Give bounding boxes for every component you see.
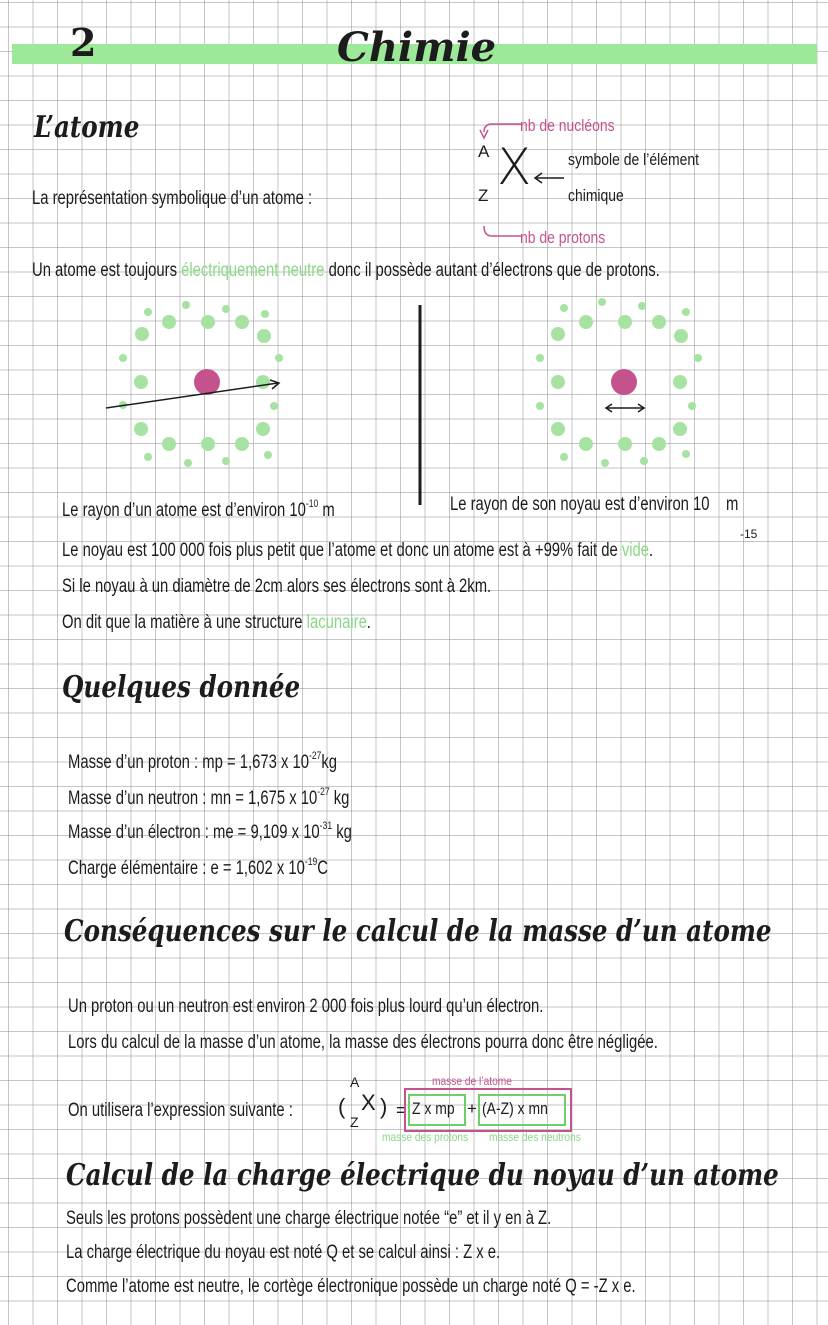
electron-mass-exp: -31: [319, 820, 333, 832]
diameter-line: Si le noyau à un diamètre de 2cm alors ses électrons sont à 2km.: [62, 576, 492, 597]
label-neutrons-mass: masse des neutrons: [489, 1130, 581, 1144]
smaller-highlight: vide: [621, 540, 650, 561]
neutron-mass-exp: -27: [317, 786, 330, 798]
page-title: Chimie: [337, 24, 497, 71]
atom-radius-unit: m: [322, 500, 335, 521]
nucleus-radius-unit: m: [726, 494, 739, 515]
neutron-mass-pre: Masse d’un neutron : mn = 1,675 x 10: [68, 788, 318, 809]
atom-radius-pre: Le rayon d’un atome est d’environ 10: [62, 500, 306, 521]
atom-heading: L’atome: [34, 110, 140, 145]
element-symbol: X: [497, 138, 532, 196]
nucleus-right: [611, 369, 637, 395]
neutral-highlight: électriquement neutre: [181, 260, 325, 281]
nucleus-radius-exp: -15: [740, 527, 758, 541]
symbol-Z: Z: [478, 186, 489, 205]
lacunar-pre: On dit que la matière à une structure: [62, 612, 307, 633]
smaller-line: [62, 540, 653, 562]
term-protons: Z x mp: [412, 1099, 455, 1118]
symbolic-intro: La représentation symbolique d’un atome :: [32, 188, 313, 209]
proton-arrow-line: [484, 226, 522, 236]
proton-mass: [68, 750, 337, 774]
label-symbol-1: symbole de l’élément: [568, 150, 699, 169]
atom-radius-arrow: [106, 383, 278, 408]
neutron-mass: [68, 786, 349, 810]
smaller-pre: Le noyau est 100 000 fois plus petit que l’atome et donc un atome est à +99% fait de: [62, 540, 622, 561]
mass-A: A: [350, 1074, 360, 1090]
electron-mass-unit: kg: [336, 822, 352, 843]
smaller-post: .: [649, 540, 654, 561]
elementary-charge: [68, 856, 328, 880]
mass-paren-open: (: [338, 1094, 346, 1119]
charge-unit: C: [317, 858, 328, 879]
lacunar-line: [62, 612, 371, 634]
nucleus-radius-pre: Le rayon de son noyau est d’environ 10: [450, 494, 710, 515]
proton-mass-pre: Masse d’un proton : mp = 1,673 x 10: [68, 752, 309, 773]
neutral-pre: Un atome est toujours: [32, 260, 182, 281]
charge-pre: Charge élémentaire : e = 1,602 x 10: [68, 858, 305, 879]
charge-exp: -19: [304, 856, 318, 868]
mass-equals: =: [396, 1100, 407, 1120]
nucleus-left: [194, 369, 220, 395]
expression-intro: On utilisera l’expression suivante :: [68, 1100, 293, 1121]
electron-mass-pre: Masse d’un électron : me = 9,109 x 10: [68, 822, 320, 843]
mass-line-2: Lors du calcul de la masse d’un atome, la masse des électrons pourra donc être négligée.: [68, 1032, 658, 1053]
mass-line-1: Un proton ou un neutron est environ 2 000 fois plus lourd qu’un électron.: [68, 996, 544, 1017]
data-heading: Quelques donnée: [62, 670, 301, 705]
mass-paren-close: ): [380, 1094, 388, 1119]
neutron-mass-unit: kg: [333, 788, 350, 809]
mass-heading: Conséquences sur le calcul de la masse d’un atome: [64, 914, 772, 949]
label-protons-mass: masse des protons: [382, 1130, 469, 1144]
lacunar-post: .: [366, 612, 371, 633]
term-neutrons: (A-Z) x mn: [482, 1099, 548, 1118]
label-protons: nb de protons: [520, 228, 606, 247]
label-nucleons: nb de nucléons: [520, 116, 615, 135]
atom-radius-exp: -10: [305, 498, 319, 510]
proton-mass-exp: -27: [308, 750, 322, 762]
charge-line-1: Seuls les protons possèdent une charge électrique notée “e” et il y en à Z.: [66, 1208, 552, 1229]
label-symbol-2: chimique: [568, 186, 624, 205]
neutral-post: donc il possède autant d’électrons que de protons.: [324, 260, 660, 281]
term-plus: +: [467, 1099, 477, 1118]
atom-radius-text: [62, 498, 335, 522]
charge-line-3: Comme l’atome est neutre, le cortège électronique possède un charge noté Q = -Z x e.: [66, 1276, 636, 1297]
electron-mass: [68, 820, 352, 844]
proton-mass-unit: kg: [321, 752, 338, 773]
page-number: 2: [70, 20, 97, 65]
nucleon-arrow-line: [484, 124, 522, 132]
mass-Z: Z: [350, 1114, 359, 1130]
mass-X: X: [361, 1090, 376, 1115]
lacunar-highlight: lacunaire: [306, 612, 367, 633]
nucleus-radius-text: [450, 494, 738, 516]
charge-line-2: La charge électrique du noyau est noté Q et se calcul ainsi : Z x e.: [66, 1242, 501, 1263]
charge-heading: Calcul de la charge électrique du noyau d’un atome: [66, 1158, 779, 1193]
label-atom-mass: masse de l’atome: [432, 1074, 512, 1088]
symbol-A: A: [478, 142, 490, 161]
